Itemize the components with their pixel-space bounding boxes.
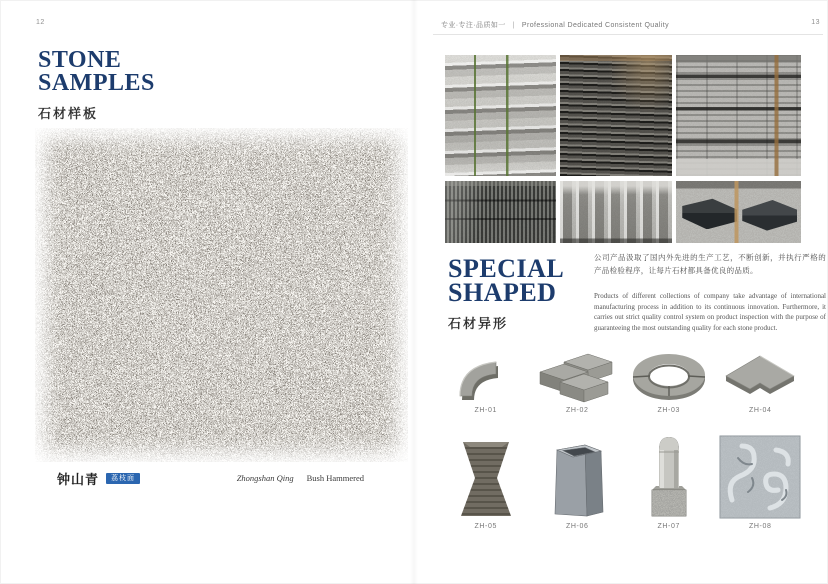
photo-dark-corner-pieces bbox=[676, 181, 801, 243]
product-zh-03 bbox=[623, 348, 715, 414]
product-image-corner-panel bbox=[720, 348, 800, 404]
product-image-twisted-column bbox=[451, 428, 521, 520]
finish-badge: 荔枝面 bbox=[106, 473, 140, 484]
product-image-bollard bbox=[644, 428, 694, 520]
product-code: ZH-01 bbox=[474, 407, 497, 414]
photo-stacked-dark-strips bbox=[445, 181, 556, 243]
photo-strapped-stone-bundles bbox=[676, 55, 801, 176]
product-image-square-column bbox=[545, 428, 609, 520]
product-code: ZH-02 bbox=[566, 407, 589, 414]
product-zh-02 bbox=[532, 348, 624, 414]
title-line-2: SHAPED bbox=[448, 278, 557, 307]
subtitle-cn-right: 石材异形 bbox=[448, 316, 509, 331]
slogan-cn: 专业·专注·品质如一 bbox=[441, 22, 506, 29]
product-zh-08 bbox=[715, 428, 807, 530]
title-line-2: SAMPLES bbox=[38, 70, 155, 96]
page-number-right: 13 bbox=[811, 19, 820, 26]
sample-name-en: Zhongshan Qing bbox=[236, 473, 294, 483]
product-code: ZH-03 bbox=[657, 407, 680, 414]
product-image-carved-relief-panel bbox=[718, 428, 802, 520]
factory-photo-grid bbox=[445, 55, 801, 243]
product-row-1 bbox=[440, 348, 806, 414]
product-code: ZH-06 bbox=[566, 523, 589, 530]
photo-dark-grooved-slabs bbox=[560, 55, 672, 176]
page-number-left: 12 bbox=[36, 19, 45, 26]
product-code: ZH-04 bbox=[749, 407, 772, 414]
product-image-stone-ring bbox=[627, 348, 711, 404]
product-code: ZH-08 bbox=[749, 523, 772, 530]
right-page bbox=[414, 0, 828, 584]
special-shaped-title-block bbox=[448, 254, 565, 332]
sample-finish-en: Bush Hammered bbox=[306, 473, 364, 483]
product-image-curved-kerbstone bbox=[448, 348, 524, 404]
sample-name-cn: 钟山青 bbox=[57, 471, 100, 487]
title-line-1: STONE bbox=[38, 47, 122, 73]
product-row-2 bbox=[440, 428, 806, 530]
product-zh-01 bbox=[440, 348, 532, 414]
product-zh-06 bbox=[532, 428, 624, 530]
product-zh-07 bbox=[623, 428, 715, 530]
slogan-en: Professional Dedicated Consistent Quality bbox=[521, 22, 670, 29]
photo-stacked-curved-kerbstones bbox=[445, 55, 556, 176]
header-rule bbox=[433, 34, 823, 35]
intro-paragraph-en: Products of different collections of company take advantage of international manufacturing process in addition to its continuous innovation. Furthermore, it carries out strict quality control system on product inspection with the purpose of guaranteeing the most outstanding quality for each stone product. bbox=[594, 292, 826, 332]
photo-stone-balusters bbox=[560, 181, 672, 243]
granite-texture-image bbox=[35, 128, 408, 462]
sample-caption bbox=[35, 470, 408, 486]
product-zh-04 bbox=[715, 348, 807, 414]
stone-sample-photo bbox=[35, 128, 408, 462]
sample-caption-en bbox=[237, 473, 364, 483]
intro-paragraph-cn: 公司产品汲取了国内外先进的生产工艺，不断创新，并执行严格的产品检验程序，让每片石材都具备优良的品质。 bbox=[594, 253, 826, 275]
product-code: ZH-07 bbox=[657, 523, 680, 530]
slogan-divider: | bbox=[512, 22, 515, 29]
product-image-paving-bricks bbox=[534, 348, 620, 404]
page-header-slogan bbox=[441, 20, 669, 30]
title-line-1: SPECIAL bbox=[448, 254, 565, 283]
stone-samples-title-block bbox=[38, 49, 155, 122]
product-zh-05 bbox=[440, 428, 532, 530]
product-code: ZH-05 bbox=[474, 523, 497, 530]
subtitle-cn-left: 石材样板 bbox=[38, 106, 99, 121]
